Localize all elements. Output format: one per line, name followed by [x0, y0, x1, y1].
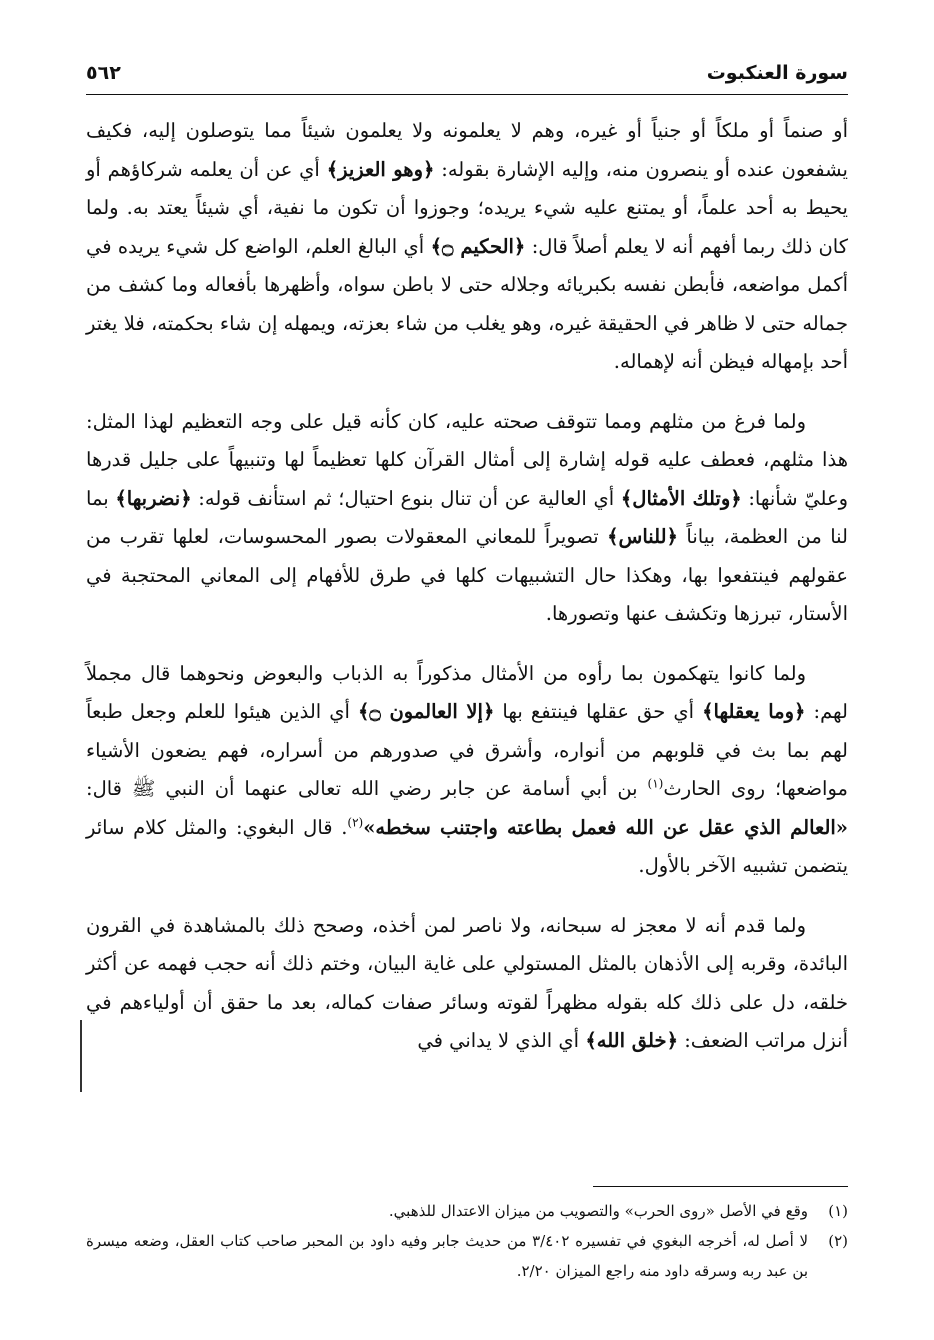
page-number: ٥٦٢ — [86, 62, 121, 84]
quran-quote: ﴿الحكيم ۝﴾ — [430, 234, 526, 258]
text-run: بن أبي أسامة عن جابر رضي الله تعالى عنهما أن النبي ﷺ قال: — [86, 777, 648, 800]
text-run: ولما كانوا يتهكمون بما رأوه من الأمثال مذكوراً به الذباب والبعوض ونحوهما قال مجملاً لهم: — [86, 661, 848, 723]
paragraph — [86, 403, 848, 634]
paragraph-gap — [86, 886, 848, 907]
footnote-text: وقع في الأصل «روى الحرب» والتصويب من ميزان الاعتدال للذهبي. — [388, 1202, 808, 1220]
text-run: أو صنماً أو ملكاً أو جنياً أو غيره، وهم لا يعلمونه ولا يعلمون شيئاً مما يتوصلون إليه، فكيف يشفعون عنده أو ينصرون منه، وإليه الإشارة بقوله: — [86, 119, 848, 181]
text-run: أي البالغ العلم، الواضع كل شيء يريده في أكمل مواضعه، فأبطن نفسه بكبريائه وجلاله حتى لا باطن سواه، وأظهرها بأفعاله وما كشف من جماله حتى لا ظاهر في الحقيقة غيره، وهو يغلب من شاء بعزته، ويمهله إن شاء بحكمته، فلا يغتر أحد بإمهاله فيظن أنه لإهماله. — [86, 234, 848, 373]
paragraph — [86, 907, 848, 1061]
paragraph — [86, 655, 848, 886]
footnote-number: (٢) — [828, 1232, 848, 1250]
body-text — [86, 112, 848, 1061]
footnote-ref: (١) — [647, 776, 664, 791]
running-header — [86, 60, 848, 95]
footnote-text: لا أصل له، أخرجه البغوي في تفسيره ٣/٤٠٢ من حديث جابر وفيه داود بن المحبر صاحب كتاب العقل، وضعه ميسرة بن عبد ربه وسرقه داود منه راجع الميزان ٢/٢٠. — [86, 1232, 808, 1280]
footnote — [86, 1196, 848, 1226]
footnotes — [86, 1196, 848, 1286]
text-run: أي العالية عن أن تنال بنوع احتيال؛ ثم استأنف قوله: — [191, 486, 621, 510]
paragraph-gap — [86, 634, 848, 655]
margin-mark — [80, 1020, 82, 1092]
footnote — [86, 1226, 848, 1286]
quran-quote: ﴿خلق الله﴾ — [585, 1029, 678, 1052]
text-run: ولما فرغ من مثلهم ومما تتوقف صحته عليه، كان كأنه قيل على وجه التعظيم لهذا المثل: هذا مثلهم، فعطف عليه قوله إشارة إلى أمثال القرآن كلها تعظيماً لها وتنبيهاً على جليل قدرها وعليّ شأنها: — [86, 409, 848, 510]
text-run: ولما قدم أنه لا معجز له سبحانه، ولا ناصر لمن أخذه، وصحح ذلك بالمشاهدة في القرون البائدة، وقربه إلى الأذهان بالمثل المستولي على غاية البيان، وختم ذلك أنه حجب فهمه عن أكثر خلقه، دل على ذلك كله بقوله مظهراً لقوته وسائر صفات كماله، بعد ما حقق أن أولياءهم في أنزل مراتب الضعف: — [86, 913, 848, 1052]
text-run: . قال البغوي: والمثل كلام سائر يتضمن تشبيه الآخر بالأول. — [86, 815, 848, 877]
text-run: أي عن أن يعلمه شركاؤهم أو يحيط به أحد علماً، أو يمتنع عليه شيء يريده؛ وجوزوا أن تكون ما نفية، أي شيئاً يعتد به. ولما كان ذلك ربما أفهم أنه لا يعلم أصلاً قال: — [86, 157, 849, 258]
footnote-number: (١) — [828, 1202, 848, 1220]
paragraph — [86, 112, 848, 382]
quran-quote: ﴿وهو العزيز﴾ — [326, 157, 435, 181]
quran-quote: ﴿للناس﴾ — [607, 525, 678, 548]
quran-quote: ﴿وتلك الأمثال﴾ — [620, 486, 742, 510]
text-run: بما لنا من العظمة، بياناً — [86, 486, 848, 548]
text-run: تصويراً للمعاني المعقولات بصور المحسوسات، لعلها تقرب من عقولهم فينتفعوا بها، وهكذا حال التشبيهات كلها في طرق للأفهام إلى المعاني المحتجبة في الأستار، تبرزها وتكشف عنها وتصورها. — [86, 525, 848, 625]
quran-quote: ﴿إلا العالمون ۝﴾ — [357, 700, 495, 723]
footnote-separator — [593, 1186, 848, 1187]
surah-title: سورة العنكبوت — [706, 62, 848, 84]
quran-quote: «العالم الذي عقل عن الله فعمل بطاعته واجتنب سخطه» — [363, 815, 848, 839]
text-run: أي حق عقلها فينتفع بها — [494, 700, 703, 723]
text-run: أي الذي لا يداني في — [417, 1029, 586, 1052]
paragraph-gap — [86, 382, 848, 403]
quran-quote: ﴿نضربها﴾ — [115, 486, 192, 510]
footnote-ref: (٢) — [347, 815, 364, 829]
text-run: أي الذين هيئوا للعلم وجعل طبعاً لهم بما بث في قلوبهم من أنواره، وأشرق في صدورهم من أسراره، فهم يضعون الأشياء مواضعها؛ روى الحارث — [86, 700, 848, 800]
quran-quote: ﴿وما يعقلها﴾ — [702, 700, 806, 723]
